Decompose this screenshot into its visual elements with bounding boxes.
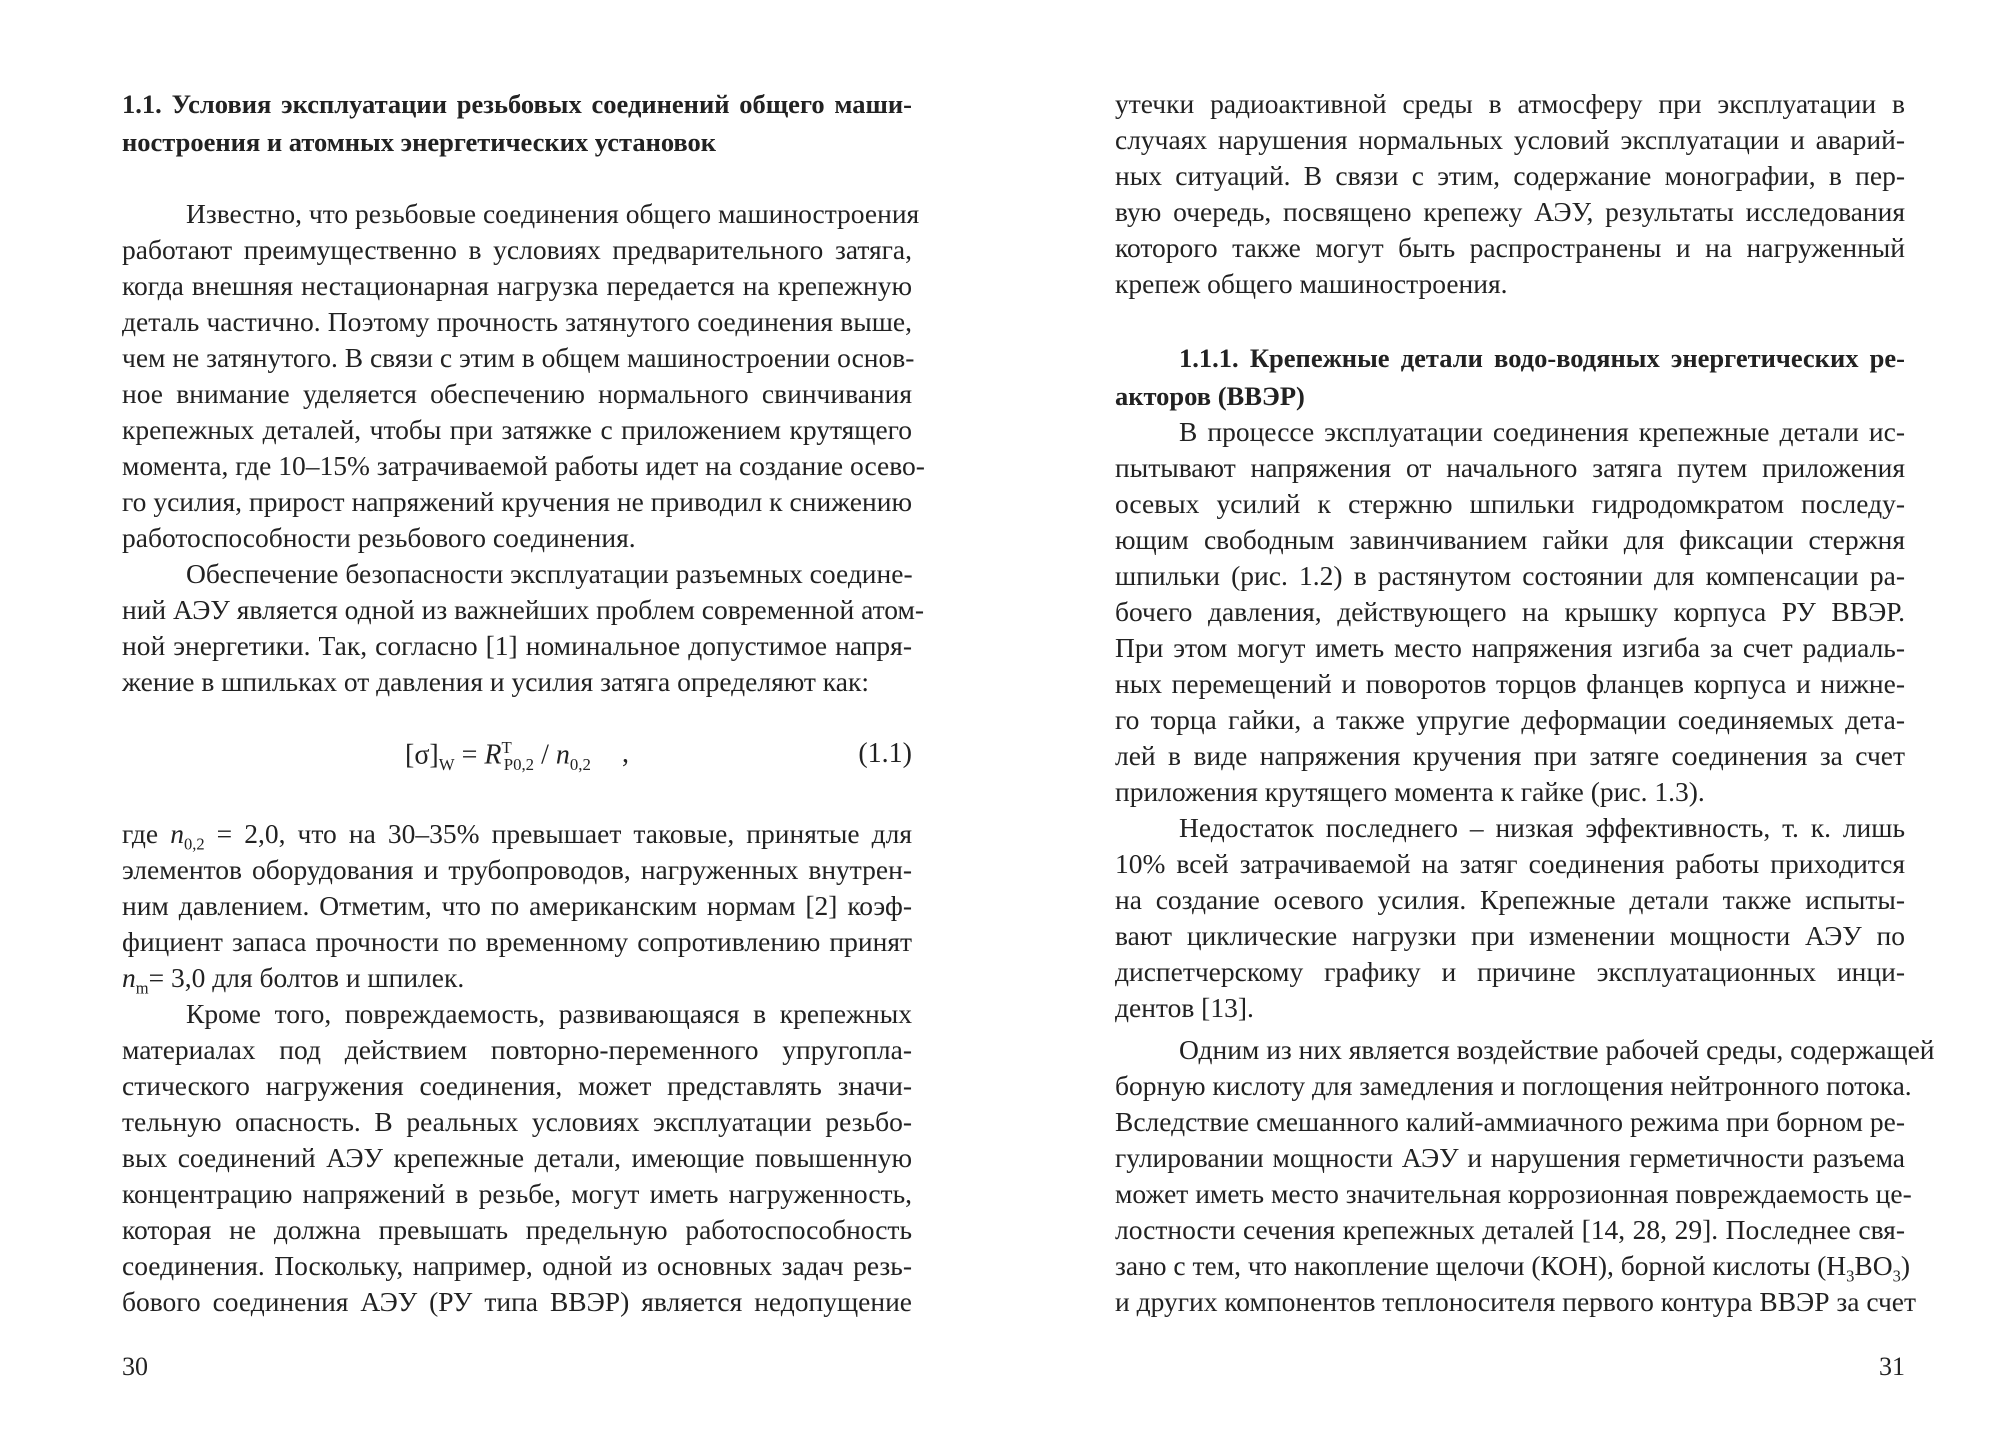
text-line: ющим свободным завинчиванием гайки для фиксации стержня xyxy=(1115,524,1905,555)
text-line: диспетчерскому графику и причине эксплуатационных инци- xyxy=(1115,956,1905,987)
section-heading-line: ностроения и атомных энергетических установок xyxy=(122,127,717,157)
text-line: осевых усилий к стержню шпильки гидродомкратом последу- xyxy=(1115,488,1905,519)
text-line: момента, где 10–15% затрачиваемой работы идет на создание осево- xyxy=(122,450,925,481)
text-line: В процессе эксплуатации соединения крепежные детали ис- xyxy=(1179,416,1905,447)
text-line: утечки радиоактивной среды в атмосферу при эксплуатации в xyxy=(1115,88,1905,119)
text-line: Обеспечение безопасности эксплуатации разъемных соедине- xyxy=(186,558,913,589)
text-line: соединения. Поскольку, например, одной из основных задач резь- xyxy=(122,1250,912,1281)
text-line: ний АЭУ является одной из важнейших проблем современной атом- xyxy=(122,594,925,625)
text-line: $n_m= 3,0$ для болтов и шпилек. xyxy=(122,962,465,998)
text-line: может иметь место значительная коррозионная повреждаемость це- xyxy=(1115,1178,1912,1209)
text-line: вых соединений АЭУ крепежные детали, имеющие повышенную xyxy=(122,1142,912,1173)
text-line: жение в шпильках от давления и усилия затяга определяют как: xyxy=(122,666,869,697)
text-line: вую очередь, посвящено крепежу АЭУ, результаты исследования xyxy=(1115,196,1905,227)
right-page xyxy=(1115,0,1935,1440)
text-line: где $n_{0,2} = 2,0$, что на 30–35% превышает таковые, принятые для xyxy=(122,818,912,854)
text-line: работоспособности резьбового соединения. xyxy=(122,522,636,553)
text-line: Кроме того, повреждаемость, развивающаяся в крепежных xyxy=(186,998,912,1029)
text-line: лей в виде напряжения кручения при затяге соединения за счет xyxy=(1115,740,1905,771)
text-line: 10% всей затрачиваемой на затяг соединения работы приходится xyxy=(1115,848,1905,879)
text-line: Вследствие смешанного калий-аммиачного режима при борном ре- xyxy=(1115,1106,1905,1137)
text-line: пытывают напряжения от начального затяга путем приложения xyxy=(1115,452,1905,483)
text-line: материалах под действием повторно-переменного упругопла- xyxy=(122,1034,912,1065)
text-line: ной энергетики. Так, согласно [1] номинальное допустимое напря- xyxy=(122,630,912,661)
subsection-heading-line: акторов (ВВЭР) xyxy=(1115,381,1305,411)
text-line: зано с тем, что накопление щелочи (КОН), борной кислоты $(H_3BO_3)$ xyxy=(1115,1250,1910,1286)
page-number: 31 xyxy=(1879,1352,1905,1381)
text-line: фициент запаса прочности по временному сопротивлению принят xyxy=(122,926,912,957)
text-line: Недостаток последнего – низкая эффективность, т. к. лишь xyxy=(1179,812,1905,843)
text-line: лостности сечения крепежных деталей [14, 28, 29]. Последнее свя- xyxy=(1115,1214,1905,1245)
text-line: вают циклические нагрузки при изменении мощности АЭУ по xyxy=(1115,920,1905,951)
text-line: случаях нарушения нормальных условий эксплуатации и аварий- xyxy=(1115,124,1905,155)
text-line: ное внимание уделяется обеспечению нормального свинчивания xyxy=(122,378,912,409)
text-line: элементов оборудования и трубопроводов, нагруженных внутрен- xyxy=(122,854,912,885)
text-line: го торца гайки, а также упругие деформации соединяемых дета- xyxy=(1115,704,1905,735)
text-line: работают преимущественно в условиях предварительного затяга, xyxy=(122,234,912,265)
formula-number: (1.1) xyxy=(858,738,912,769)
text-line: когда внешняя нестационарная нагрузка передается на крепежную xyxy=(122,270,912,301)
text-line: Известно, что резьбовые соединения общего машиностроения xyxy=(186,198,920,229)
text-line: крепежных деталей, чтобы при затяжке с приложением крутящего xyxy=(122,414,912,445)
text-line: приложения крутящего момента к гайке (рис. 1.3). xyxy=(1115,776,1705,807)
text-line: чем не затянутого. В связи с этим в общем машиностроении основ- xyxy=(122,342,915,373)
text-line: гулировании мощности АЭУ и нарушения герметичности разъема xyxy=(1115,1142,1905,1173)
text-line: ных ситуаций. В связи с этим, содержание монографии, в пер- xyxy=(1115,160,1905,191)
text-line: бового соединения АЭУ (РУ типа ВВЭР) является недопущение xyxy=(122,1286,912,1317)
text-line: деталь частично. Поэтому прочность затянутого соединения выше, xyxy=(122,306,912,337)
text-line: дентов [13]. xyxy=(1115,992,1254,1023)
formula-1-1 xyxy=(122,738,912,788)
text-line: тельную опасность. В реальных условиях эксплуатации резьбо- xyxy=(122,1106,912,1137)
text-line: шпильки (рис. 1.2) в растянутом состоянии для компенсации ра- xyxy=(1115,560,1905,591)
text-line: и других компонентов теплоносителя первого контура ВВЭР за счет xyxy=(1115,1286,1917,1317)
text-line: на создание осевого усилия. Крепежные детали также испыты- xyxy=(1115,884,1905,915)
text-line: которая не должна превышать предельную работоспособность xyxy=(122,1214,912,1245)
text-line: стического нагружения соединения, может представлять значи- xyxy=(122,1070,912,1101)
section-heading-line: 1.1. Условия эксплуатации резьбовых соединений общего маши- xyxy=(122,89,912,119)
subsection-heading-line: 1.1.1. Крепежные детали водо-водяных энергетических ре- xyxy=(1179,343,1905,373)
formula-comma: , xyxy=(622,738,629,769)
text-line: бочего давления, действующего на крышку корпуса РУ ВВЭР. xyxy=(1115,596,1905,627)
formula-expression: $[\sigma]_W = R^T_{P0,2} / n_{0,2}$ xyxy=(405,738,591,774)
text-line: борную кислоту для замедления и поглощения нейтронного потока. xyxy=(1115,1070,1912,1101)
text-line: ним давлением. Отметим, что по американским нормам [2] коэф- xyxy=(122,890,912,921)
text-line: крепеж общего машиностроения. xyxy=(1115,268,1508,299)
text-line: ных перемещений и поворотов торцов фланцев корпуса и нижне- xyxy=(1115,668,1905,699)
text-line: го усилия, прирост напряжений кручения не приводил к снижению xyxy=(122,486,912,517)
text-line: Одним из них является воздействие рабочей среды, содержащей xyxy=(1179,1034,1935,1065)
left-page xyxy=(122,0,925,1440)
text-line: которого также могут быть распространены и на нагруженный xyxy=(1115,232,1905,263)
page-number: 30 xyxy=(122,1352,148,1381)
text-line: При этом могут иметь место напряжения изгиба за счет радиаль- xyxy=(1115,632,1905,663)
text-line: концентрацию напряжений в резьбе, могут иметь нагруженность, xyxy=(122,1178,912,1209)
